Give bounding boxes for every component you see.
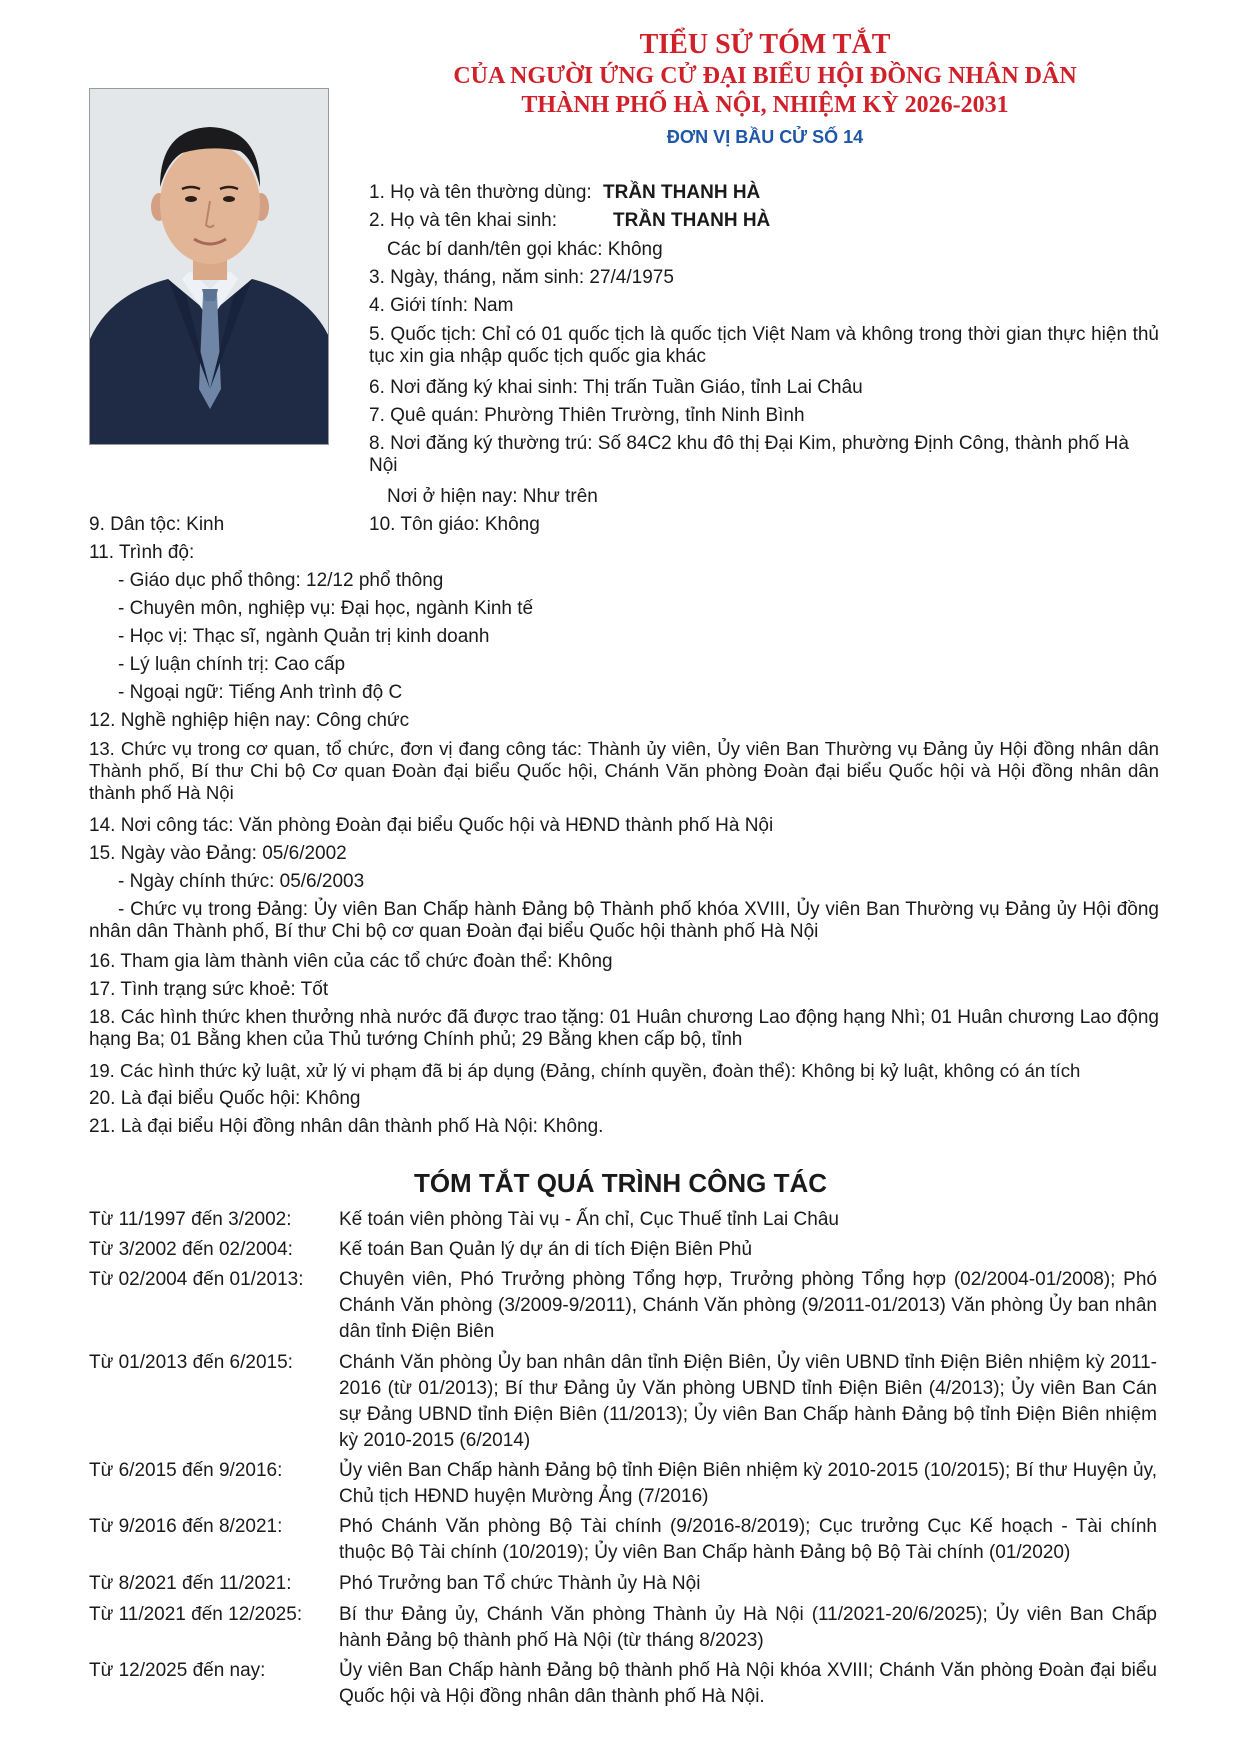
work-description: Phó Trưởng ban Tổ chức Thành ủy Hà Nội (339, 1573, 701, 1594)
field-discipline: 19. Các hình thức kỷ luật, xử lý vi phạm đã bị áp dụng (Đảng, chính quyền, đoàn thể): Không bị kỷ luật, không có án tích (89, 1060, 1081, 1081)
field-religion: 10. Tôn giáo: Không (369, 514, 540, 535)
field-education-professional: - Chuyên môn, nghiệp vụ: Đại học, ngành Kinh tế (118, 598, 534, 619)
field-education: 11. Trình độ: (89, 542, 195, 563)
candidate-portrait (89, 88, 329, 445)
field-hometown: 7. Quê quán: Phường Thiên Trường, tỉnh Ninh Bình (369, 405, 805, 426)
field-education-political: - Lý luận chính trị: Cao cấp (118, 654, 346, 675)
work-description: Kế toán Ban Quản lý dự án di tích Điện Biên Phủ (339, 1239, 753, 1260)
field-current-residence: Nơi ở hiện nay: Như trên (387, 486, 598, 507)
field-common-name-value: TRẦN THANH HÀ (603, 182, 761, 203)
work-description: Chuyên viên, Phó Trưởng phòng Tổng hợp, Trưởng phòng Tổng hợp (02/2004-01/2008); Phó Chánh Văn phòng (3/2009-9/2011), Chánh Văn phòng (9/2011-01/2013) Văn phòng Ủy ban nhân dân tỉnh Điện Biên (339, 1269, 1157, 1342)
work-period: Từ 12/2025 đến nay: (89, 1660, 266, 1681)
field-health: 17. Tình trạng sức khoẻ: Tốt (89, 979, 329, 1000)
work-description: Chánh Văn phòng Ủy ban nhân dân tỉnh Điện Biên, Ủy viên UBND tỉnh Điện Biên nhiệm kỳ 2011-2016 (từ 01/2013); Bí thư Đảng ủy Văn phòng UBND tỉnh Điện Biên (4/2013); Ủy viên Ban Cán sự Đảng UBND tỉnh Điện Biên (11/2013); Ủy viên Ban Chấp hành Đảng bộ tỉnh Điện Biên nhiệm kỳ 2010-2015 (6/2014) (339, 1352, 1157, 1451)
field-birth-name-label: 2. Họ và tên khai sinh: (369, 210, 557, 231)
field-gender: 4. Giới tính: Nam (369, 295, 514, 316)
field-party-join-date: 15. Ngày vào Đảng: 05/6/2002 (89, 843, 347, 864)
field-education-language: - Ngoại ngữ: Tiếng Anh trình độ C (118, 682, 403, 703)
document-subtitle-1: CỦA NGƯỜI ỨNG CỬ ĐẠI BIỂU HỘI ĐỒNG NHÂN DÂN (453, 63, 1077, 89)
field-aliases: Các bí danh/tên gọi khác: Không (387, 239, 663, 260)
portrait-illustration (90, 89, 329, 445)
work-period: Từ 3/2002 đến 02/2004: (89, 1239, 293, 1260)
field-education-degree: - Học vị: Thạc sĩ, ngành Quản trị kinh doanh (118, 626, 490, 647)
field-date-of-birth: 3. Ngày, tháng, năm sinh: 27/4/1975 (369, 267, 674, 288)
document-title: TIỂU SỬ TÓM TẮT (639, 29, 891, 60)
field-nationality: 5. Quốc tịch: Chỉ có 01 quốc tịch là quốc tịch Việt Nam và không trong thời gian thực hiện thủ tục xin gia nhập quốc tịch quốc gia khác (369, 324, 1159, 367)
work-period: Từ 8/2021 đến 11/2021: (89, 1573, 292, 1594)
field-birth-registration: 6. Nơi đăng ký khai sinh: Thị trấn Tuần Giáo, tỉnh Lai Châu (369, 377, 863, 398)
work-description: Ủy viên Ban Chấp hành Đảng bộ thành phố Hà Nội khóa XVIII; Chánh Văn phòng Đoàn đại biểu Quốc hội và Hội đồng nhân dân thành phố Hà Nội. (339, 1660, 1157, 1707)
field-birth-name (369, 210, 770, 232)
field-birth-name-value: TRẦN THANH HÀ (613, 210, 771, 231)
document-subtitle-2: THÀNH PHỐ HÀ NỘI, NHIỆM KỲ 2026-2031 (521, 92, 1009, 118)
work-period: Từ 02/2004 đến 01/2013: (89, 1269, 304, 1290)
field-permanent-address: 8. Nơi đăng ký thường trú: Số 84C2 khu đô thị Đại Kim, phường Định Công, thành phố Hà Nội (369, 433, 1129, 476)
field-common-name (369, 182, 760, 204)
work-description: Phó Chánh Văn phòng Bộ Tài chính (9/2016-8/2019); Cục trưởng Cục Kế hoạch - Tài chính thuộc Bộ Tài chính (10/2019); Ủy viên Ban Chấp hành Đảng bộ Bộ Tài chính (01/2020) (339, 1516, 1157, 1563)
field-city-council: 21. Là đại biểu Hội đồng nhân dân thành phố Hà Nội: Không. (89, 1116, 604, 1137)
field-ethnicity: 9. Dân tộc: Kinh (89, 514, 225, 535)
work-period: Từ 6/2015 đến 9/2016: (89, 1460, 283, 1481)
work-description: Kế toán viên phòng Tài vụ - Ấn chỉ, Cục Thuế tỉnh Lai Châu (339, 1209, 839, 1230)
field-national-assembly: 20. Là đại biểu Quốc hội: Không (89, 1088, 361, 1109)
document-header (360, 28, 1170, 150)
work-period: Từ 11/2021 đến 12/2025: (89, 1604, 303, 1625)
work-description: Bí thư Đảng ủy, Chánh Văn phòng Thành ủy Hà Nội (11/2021-20/6/2025); Ủy viên Ban Chấp hành Đảng bộ thành phố Hà Nội (từ tháng 8/2023) (339, 1604, 1157, 1651)
field-education-general: - Giáo dục phổ thông: 12/12 phổ thông (118, 570, 444, 591)
work-period: Từ 01/2013 đến 6/2015: (89, 1352, 293, 1373)
field-workplace: 14. Nơi công tác: Văn phòng Đoàn đại biểu Quốc hội và HĐND thành phố Hà Nội (89, 815, 774, 836)
electoral-unit: ĐƠN VỊ BẦU CỬ SỐ 14 (666, 127, 864, 147)
work-period: Từ 9/2016 đến 8/2021: (89, 1516, 283, 1537)
field-awards: 18. Các hình thức khen thưởng nhà nước đã được trao tặng: 01 Huân chương Lao động hạng Nhì; 01 Huân chương Lao động hạng Ba; 01 Bằng khen của Thủ tướng Chính phủ; 29 Bằng khen cấp bộ, tỉnh (89, 1007, 1159, 1050)
field-common-name-label: 1. Họ và tên thường dùng: (369, 182, 592, 203)
field-party-position: - Chức vụ trong Đảng: Ủy viên Ban Chấp hành Đảng bộ Thành phố khóa XVIII, Ủy viên Ban Thường vụ Đảng ủy Hội đồng nhân dân Thành phố, Bí thư Chi bộ cơ quan Đoàn đại biểu Quốc hội thành phố Hà Nội (89, 899, 1159, 942)
field-organizations: 16. Tham gia làm thành viên của các tổ chức đoàn thể: Không (89, 951, 613, 972)
work-description: Ủy viên Ban Chấp hành Đảng bộ tỉnh Điện Biên nhiệm kỳ 2010-2015 (10/2015); Bí thư Huyện ủy, Chủ tịch HĐND huyện Mường Ảng (7/2016) (339, 1460, 1157, 1507)
field-occupation: 12. Nghề nghiệp hiện nay: Công chức (89, 710, 410, 731)
field-party-official-date: - Ngày chính thức: 05/6/2003 (118, 871, 365, 892)
field-position: 13. Chức vụ trong cơ quan, tổ chức, đơn vị đang công tác: Thành ủy viên, Ủy viên Ban Thường vụ Đảng ủy Hội đồng nhân dân Thành phố, Bí thư Chi bộ Cơ quan Đoàn đại biểu Quốc hội, Chánh Văn phòng Đoàn đại biểu Quốc hội và Hội đồng nhân dân thành phố Hà Nội (89, 738, 1159, 803)
work-period: Từ 11/1997 đến 3/2002: (89, 1209, 292, 1230)
work-history-title: TÓM TẮT QUÁ TRÌNH CÔNG TÁC (413, 1168, 828, 1198)
